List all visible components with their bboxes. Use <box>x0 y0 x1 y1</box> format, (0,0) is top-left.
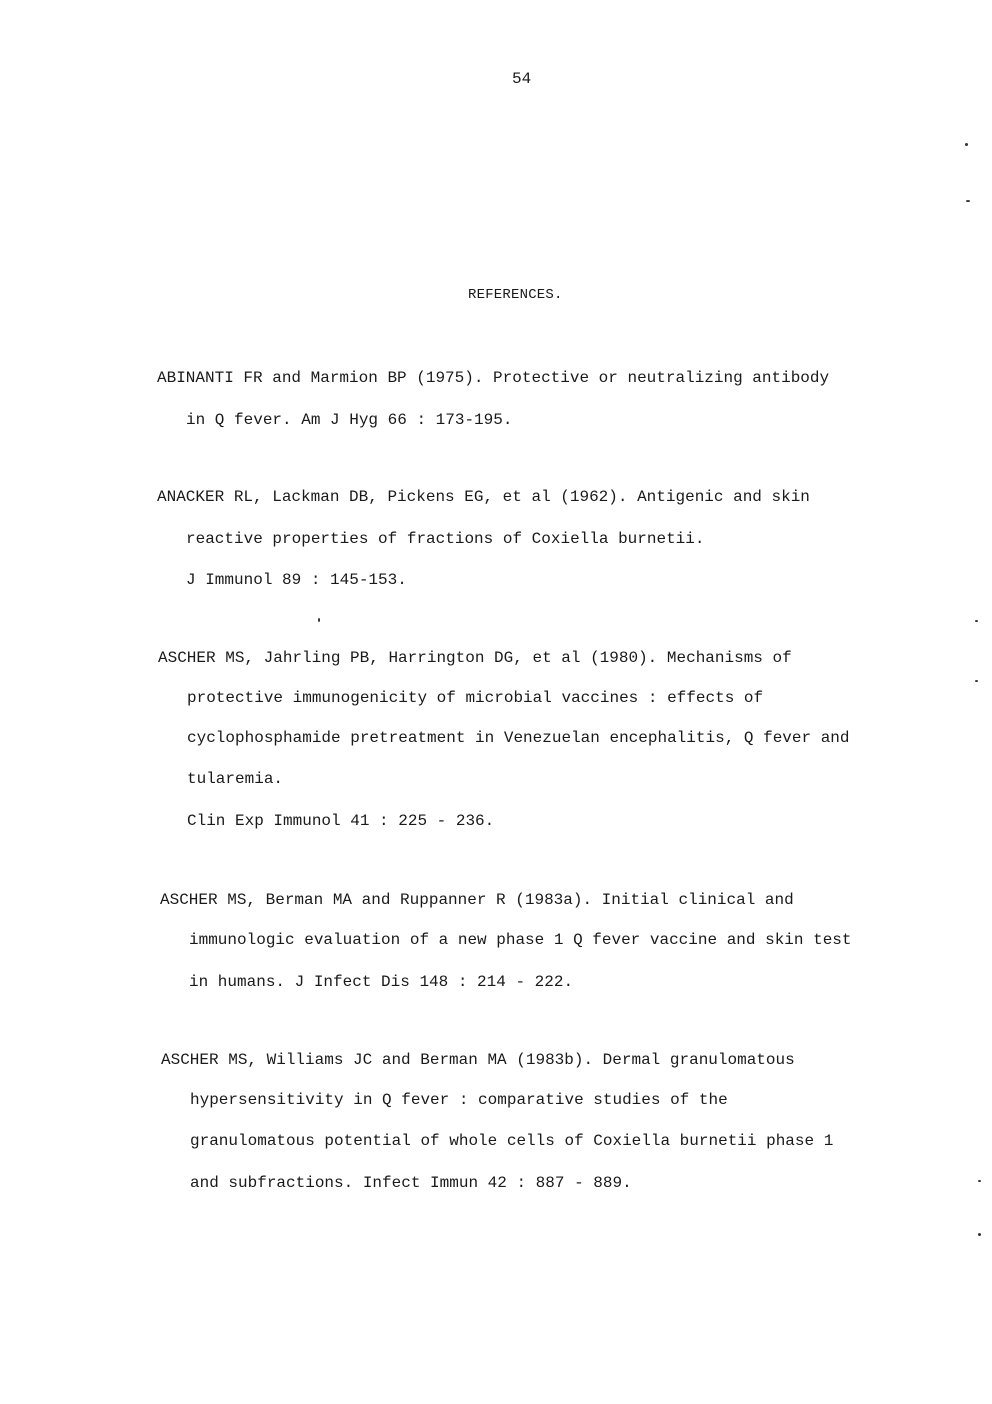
scan-speck <box>978 1233 981 1236</box>
reference-line: immunologic evaluation of a new phase 1 Q fever vaccine and skin test <box>189 931 852 949</box>
reference-line: protective immunogenicity of microbial vaccines : effects of <box>187 689 764 707</box>
reference-line: ASCHER MS, Williams JC and Berman MA (1983b). Dermal granulomatous <box>161 1051 795 1069</box>
reference-line: ABINANTI FR and Marmion BP (1975). Protective or neutralizing antibody <box>157 369 830 387</box>
page-heading: REFERENCES. <box>468 287 563 303</box>
reference-line: ASCHER MS, Berman MA and Ruppanner R (1983a). Initial clinical and <box>160 891 794 909</box>
scan-speck <box>975 680 978 682</box>
scan-speck <box>966 200 970 202</box>
scan-speck <box>975 620 978 622</box>
reference-line: and subfractions. Infect Immun 42 : 887 - 889. <box>190 1174 632 1192</box>
reference-line: cyclophosphamide pretreatment in Venezuelan encephalitis, Q fever and <box>187 729 850 747</box>
scan-speck <box>965 143 968 146</box>
reference-line: J Immunol 89 : 145-153. <box>186 571 407 589</box>
reference-line: reactive properties of fractions of Coxiella burnetii. <box>186 530 705 548</box>
reference-line: ANACKER RL, Lackman DB, Pickens EG, et al (1962). Antigenic and skin <box>157 488 810 506</box>
reference-line: in humans. J Infect Dis 148 : 214 - 222. <box>189 973 574 991</box>
reference-line: granulomatous potential of whole cells of Coxiella burnetii phase 1 <box>190 1132 834 1150</box>
reference-line: Clin Exp Immunol 41 : 225 - 236. <box>187 812 495 830</box>
page-number: 54 <box>512 70 532 88</box>
reference-line: in Q fever. Am J Hyg 66 : 173-195. <box>186 411 513 429</box>
reference-line: ASCHER MS, Jahrling PB, Harrington DG, et al (1980). Mechanisms of <box>158 649 792 667</box>
scan-speck <box>978 1180 981 1182</box>
reference-line: hypersensitivity in Q fever : comparative studies of the <box>190 1091 728 1109</box>
scan-speck <box>318 618 320 622</box>
reference-line: tularemia. <box>187 770 284 788</box>
